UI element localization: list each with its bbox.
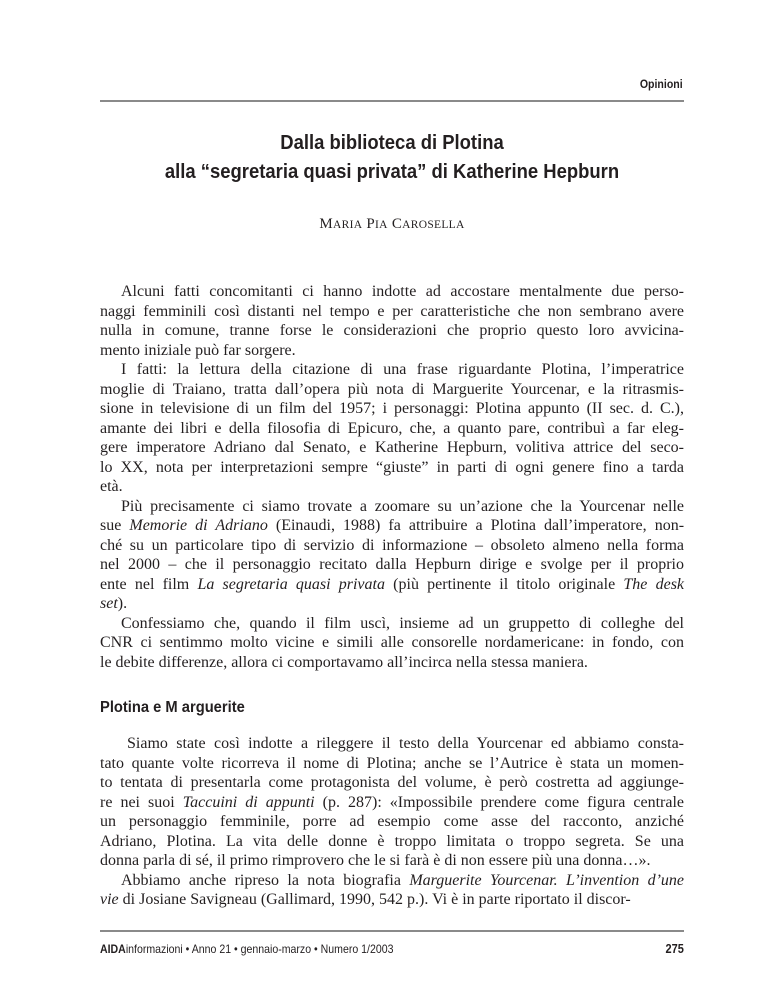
text-segment: Abbiamo anche ripreso la nota biografia	[121, 871, 410, 889]
text-segment: sione in televisione di un film del 1957; i personaggi: Plotina appunto (II sec. d. C.),	[100, 400, 684, 417]
text-segment: donna parla di sé, il primo rimprovero che le si farà è di non essere più una donna…».	[100, 852, 651, 869]
section-heading: Plotina e M arguerite	[100, 699, 245, 716]
text-segment: I fatti: la lettura della citazione di una frase riguardante Plotina, l’imperatrice	[121, 361, 684, 378]
text-line	[100, 438, 684, 458]
author-name-part	[319, 216, 362, 232]
text-line	[100, 653, 684, 673]
text-line	[100, 341, 684, 361]
text-line	[100, 360, 684, 380]
text-segment: un personaggio femminile, porre ad esempio come asse del racconto, anziché	[100, 813, 684, 830]
text-line	[100, 851, 684, 871]
text-segment: nel 2000 – che il personaggio recitato dalla Hepburn dirige e svolge per il proprio	[100, 556, 684, 573]
italic-title: Taccuini di appunti	[182, 793, 315, 811]
text-line	[100, 890, 684, 910]
italic-title: vie	[100, 891, 119, 908]
text-segment: tato quante volte ricorreva il nome di Plotina; anche se l’Autrice è stata un momen-	[100, 754, 684, 772]
text-line	[100, 477, 684, 497]
text-line	[100, 594, 684, 614]
text-segment: (più pertinente il titolo originale	[384, 575, 624, 593]
italic-title: The desk	[623, 575, 685, 593]
text-line	[100, 458, 684, 478]
italic-title: Memorie di Adriano	[129, 517, 268, 534]
text-line	[100, 793, 684, 813]
journal-footer	[100, 942, 393, 957]
text-line	[100, 812, 684, 832]
text-line	[100, 832, 684, 852]
paragraph	[100, 360, 684, 497]
text-line	[100, 497, 684, 517]
text-segment: di Josiane Savigneau (Gallimard, 1990, 542 p.). Vi è in parte riportato il discor-	[118, 891, 631, 908]
author-initial: C	[391, 216, 403, 232]
text-segment: età.	[100, 478, 123, 495]
text-line	[100, 321, 684, 341]
text-segment: gere imperatore Adriano dal Senato, e Katherine Hepburn, volitiva attrice del seco-	[100, 439, 684, 456]
text-line	[100, 516, 684, 536]
section-label: Opinioni	[640, 77, 683, 91]
paragraph	[100, 614, 684, 673]
article-author	[100, 216, 684, 233]
text-segment: sue	[100, 517, 130, 534]
text-line	[100, 614, 684, 634]
author-name-part	[366, 216, 387, 232]
footer-rule	[100, 930, 684, 932]
text-segment: ente nel film	[100, 575, 198, 593]
text-line	[100, 734, 684, 754]
title-line-2: alla “segretaria quasi privata” di Katherine Hepburn	[164, 160, 620, 183]
author-name-part	[392, 216, 465, 232]
text-line	[100, 380, 684, 400]
italic-title: La segretaria quasi privata	[197, 575, 385, 593]
title-line-1: Dalla biblioteca di Plotina	[280, 131, 504, 154]
text-line	[100, 773, 684, 793]
text-line	[100, 754, 684, 774]
text-segment: Siamo state così indotte a rileggere il testo della Yourcenar ed abbiamo consta-	[127, 735, 684, 752]
text-segment: moglie di Traiano, tratta dall’opera più nota di Marguerite Yourcenar, e la ritrasmis-	[100, 380, 684, 398]
text-segment: amante dei libri e della filosofia di Epicuro, che, a quanto pare, contribuì a far eleg-	[100, 419, 684, 437]
page-number: 275	[665, 942, 684, 956]
text-line	[100, 302, 684, 322]
text-segment: Confessiamo che, quando il film uscì, insieme ad un gruppetto di colleghe del	[121, 614, 684, 632]
author-initial: M	[319, 216, 333, 232]
paragraph	[100, 734, 684, 871]
text-line	[100, 419, 684, 439]
author-small-caps: IA	[375, 219, 388, 231]
text-line	[100, 399, 684, 419]
text-segment: lo XX, nota per interpretazioni sempre “giuste” in parti di ogni genere fino a tarda	[100, 458, 684, 476]
text-segment: to tentata di presentarla come protagonista del volume, è però costretta ad aggiunge-	[100, 774, 684, 791]
paragraph	[100, 282, 684, 360]
text-segment: Più precisamente ci siamo trovate a zoomare su un’azione che la Yourcenar nelle	[121, 497, 684, 515]
italic-title: set	[100, 595, 118, 612]
text-line	[100, 633, 684, 653]
text-segment: naggi femminili così distanti nel tempo e per caratteristiche che non sembrano avere	[100, 302, 684, 320]
paragraph	[100, 871, 684, 910]
text-segment: Adriano, Plotina. La vita delle donne è troppo limitata o troppo segreta. Se una	[100, 832, 684, 850]
text-segment: nulla in comune, tranne forse le considerazioni che proprio questo loro avvicina-	[100, 322, 684, 339]
text-line	[100, 536, 684, 556]
text-segment: CNR ci sentimmo molto vicine e simili alle consorelle nordamericane: in fondo, con	[100, 634, 684, 651]
text-line	[100, 555, 684, 575]
header-rule	[100, 100, 684, 102]
text-segment: Alcuni fatti concomitanti ci hanno indotte ad accostare mentalmente due perso-	[121, 283, 684, 300]
paragraph	[100, 497, 684, 614]
text-line	[100, 282, 684, 302]
text-segment: (Einaudi, 1988) fa attribuire a Plotina dall’imperatore, non-	[267, 517, 685, 534]
author-small-caps: ARIA	[333, 219, 363, 231]
text-segment: ).	[117, 595, 128, 612]
italic-title: Marguerite Yourcenar. L’invention d’une	[409, 871, 685, 889]
author-small-caps: AROSELLA	[402, 219, 465, 231]
text-segment: re nei suoi	[100, 793, 183, 811]
text-line	[100, 871, 684, 891]
author-initial: P	[366, 216, 376, 232]
text-segment: (p. 287): «Impossibile prendere come figura centrale	[314, 793, 684, 811]
text-segment: le debite differenze, allora ci comportavamo all’incirca nella stessa maniera.	[100, 653, 588, 671]
text-line	[100, 575, 684, 595]
text-segment: ché su un particolare tipo di servizio di informazione – obsoleto almeno nella forma	[100, 536, 684, 554]
article-title	[111, 128, 673, 186]
journal-issue: informazioni • Anno 21 • gennaio-marzo • Numero 1/2003	[125, 942, 394, 956]
text-segment: mento iniziale può far sorgere.	[100, 341, 296, 359]
journal-name-bold: AIDA	[100, 942, 126, 956]
